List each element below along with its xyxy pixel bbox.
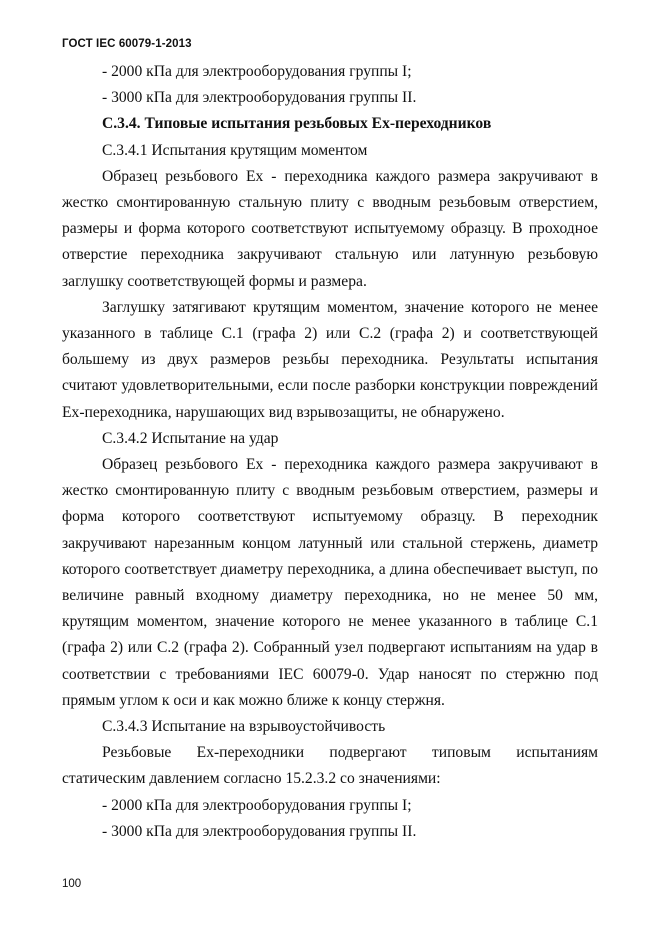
subsection-heading: С.3.4.2 Испытание на удар — [102, 429, 279, 447]
subsection-heading: С.3.4.3 Испытание на взрывоустойчивость — [102, 718, 386, 736]
body-text — [62, 59, 598, 845]
document-header: ГОСТ IEC 60079-1-2013 — [62, 38, 192, 50]
section-heading: С.3.4. Типовые испытания резьбовых Ex-переходников — [102, 115, 492, 133]
list-item: - 3000 кПа для электрооборудования группы II. — [102, 89, 417, 107]
list-item: - 2000 кПа для электрооборудования группы I; — [102, 63, 412, 80]
paragraph: Образец резьбового Ex - переходника каждого размера закручивают в жестко смонтированную плиту с вводным резьбовым отверстием, размеры и форма которого соответствуют испытуемому образцу. В переходник закручивают нарезанным концом латунный или стальной стержень, диаметр которого соответствует диаметру переходника, а длина обеспечивает выступ, по величине равный входному диаметру переходника, но не менее 50 мм, крутящим моментом, значение которого не менее указанного в таблице С.1 (графа 2) или С.2 (графа 2). Собранный узел подвергают испытаниям на удар в соответствии с требованиями IEC 60079-0. Удар наносят по стержню под прямым углом к оси и как можно ближе к концу стержня. — [62, 456, 598, 709]
page-number: 100 — [62, 878, 82, 890]
subsection-heading: С.3.4.1 Испытания крутящим моментом — [102, 141, 368, 159]
list-item: - 3000 кПа для электрооборудования группы II. — [102, 822, 417, 840]
paragraph: Резьбовые Ex-переходники подвергают типовым испытаниям статическим давлением согласно 15.2.3.2 со значениями: — [62, 744, 598, 788]
list-item: - 2000 кПа для электрооборудования группы I; — [102, 796, 412, 814]
paragraph: Образец резьбового Ex - переходника каждого размера закручивают в жестко смонтированную стальную плиту с вводным резьбовым отверстием, размеры и форма которого соответствуют испытуемому образцу. В проходное отверстие переходника закручивают стальную или латунную резьбовую заглушку соответствующей формы и размера. — [62, 167, 598, 290]
paragraph: Заглушку затягивают крутящим моментом, значение которого не менее указанного в таблице С.1 (графа 2) или С.2 (графа 2) и соответствующей большему из двух размеров резьбы переходника. Результаты испытания считают удовлетворительными, если после разборки конструкции повреждений Ex-переходника, нарушающих вид взрывозащиты, не обнаружено. — [62, 298, 598, 421]
